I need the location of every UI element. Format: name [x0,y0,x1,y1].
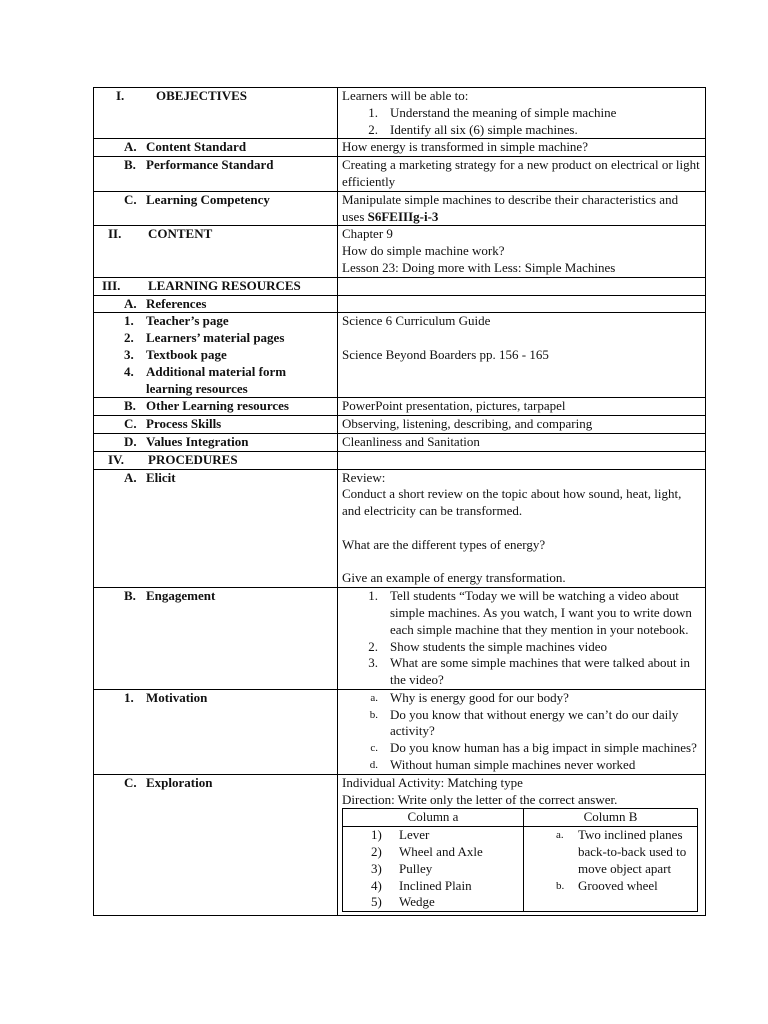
content-standard-label: Content Standard [146,139,247,155]
process-skills-label: Process Skills [146,416,222,432]
content-heading: CONTENT [148,226,213,242]
column-a-header: Column a [343,809,524,827]
learning-resources-heading: LEARNING RESOURCES [148,277,301,293]
objectives-list [342,105,701,139]
list-item: a. Why is energy good for our body? [370,689,569,705]
list-item: 2. Show students the simple machines video [368,638,608,654]
elicit-question: What are the different types of energy? [342,536,546,552]
objectives-intro: Learners will be able to: [342,88,469,103]
other-resources-value: PowerPoint presentation, pictures, tarpapel [342,398,566,414]
process-skills-value: Observing, listening, describing, and comparing [342,416,593,432]
learning-competency-row: C. Learning Competency Manipulate simple machines to describe their characteristics and uses S6FEIIIg-i-3 [94,191,706,226]
list-item: 2) Wheel and Axle [371,844,483,860]
performance-standard-value: Creating a marketing strategy for a new product on electrical or light efficiently [342,157,700,189]
references-row: A. References [94,295,706,313]
list-item: b. Do you know that without energy we can’t do our daily activity? [369,706,679,739]
teachers-page-label: Teacher’s page [146,313,229,329]
process-skills-row: C. Process Skills Observing, listening, describing, and comparing [94,416,706,434]
additional-material-label: Additional material form learning resources [146,363,287,396]
exploration-row: C. Exploration Individual Activity: Matching type Direction: Write only the letter of the correct answer. Column a Column B 1) Lever 2) Wheel and Axle 3) Pulley 4) Inclined Plain 5) Wedge a. Two inclined planes back-to-back used to move object apart b. Grooved wheel [94,774,706,915]
exploration-direction: Direction: Write only the letter of the correct answer. [342,791,618,807]
list-item: 1) Lever [371,827,430,843]
list-item: a. Two inclined planes back-to-back used to move object apart [556,827,687,876]
exploration-activity: Individual Activity: Matching type [342,774,523,790]
motivation-list [342,690,701,774]
content-standard-row: A. Content Standard How energy is transformed in simple machine? [94,139,706,157]
column-b-items [524,827,698,912]
objectives-heading: OBEJECTIVES [156,88,248,103]
learning-resources-row: III. LEARNING RESOURCES [94,277,706,295]
learning-competency-label: Learning Competency [146,191,270,207]
other-resources-label: Other Learning resources [146,398,289,414]
content-standard-value: How energy is transformed in simple machine? [342,139,588,155]
values-integration-value: Cleanliness and Sanitation [342,433,480,449]
list-item: 1. Tell students “Today we will be watching a video about simple machines. As you watch, I want you to write down each simple machine that they mention in your notebook. [368,588,692,637]
column-a-items [343,827,524,912]
list-item: d. Without human simple machines never worked [369,757,636,773]
objectives-number: I. [116,88,125,103]
list-item: 5) Wedge [371,894,435,910]
procedures-heading: PROCEDURES [148,451,238,467]
list-item: 4) Inclined Plain [371,877,472,893]
textbook-value: Science Beyond Boarders pp. 156 - 165 [342,346,549,362]
objectives-row [94,88,706,139]
content-lines: Chapter 9 How do simple machine work? Lesson 23: Doing more with Less: Simple Machines [338,226,706,277]
column-b-header: Column B [524,809,698,827]
resource-pages-row: 1. Teacher’s page 2. Learners’ material pages 3. Textbook page 4. Additional material form learning resources Science 6 Curriculum Guide Science Beyond Boarders pp. 156 - 165 [94,313,706,398]
elicit-review: Review: [342,469,386,485]
content-row: II. CONTENT Chapter 9 How do simple machine work? Lesson 23: Doing more with Less: Simple Machines [94,226,706,277]
elicit-example: Give an example of energy transformation. [342,570,566,586]
list-item: 1. Understand the meaning of simple machine [368,104,617,120]
lesson-plan-page [93,87,705,916]
competency-code: S6FEIIIg-i-3 [367,208,439,224]
elicit-instruction: Conduct a short review on the topic about how sound, heat, light, and electricity can be transformed. [342,486,682,519]
exploration-label: Exploration [146,774,213,790]
elicit-row: A. Elicit Review: Conduct a short review on the topic about how sound, heat, light, and electricity can be transformed. What are the different types of energy? Give an example of energy transformation. [94,469,706,588]
values-integration-label: Values Integration [146,433,249,449]
list-item: 3) Pulley [371,860,433,876]
curriculum-guide-value: Science 6 Curriculum Guide [342,313,491,329]
references-label: References [146,295,207,311]
elicit-label: Elicit [146,469,176,485]
list-item: b. Grooved wheel [556,877,658,893]
engagement-row: B. Engagement 1. Tell students “Today we will be watching a video about simple machines. As you watch, I want you to write down each simple machine that they mention in your notebook. 2. Show students the simple machines video 3. What are some simple machines that were talked about in the video? [94,588,706,690]
list-item: 2. Identify all six (6) simple machines. [368,121,578,137]
learning-competency-value: Manipulate simple machines to describe their characteristics and uses S6FEIIIg-i-3 [342,191,679,224]
performance-standard-label: Performance Standard [146,157,274,173]
values-integration-row: D. Values Integration Cleanliness and Sanitation [94,433,706,451]
engagement-list [342,588,701,689]
matching-table [342,808,698,912]
list-item: c. Do you know human has a big impact in simple machines? [370,740,697,756]
motivation-label: Motivation [146,689,208,705]
performance-standard-row: B. Performance Standard Creating a marketing strategy for a new product on electrical or light efficiently [94,157,706,192]
list-item: 3. What are some simple machines that were talked about in the video? [368,655,690,688]
engagement-label: Engagement [146,588,216,604]
learners-material-label: Learners’ material pages [146,330,285,346]
textbook-page-label: Textbook page [146,346,227,362]
procedures-row: IV. PROCEDURES [94,451,706,469]
other-resources-row: B. Other Learning resources PowerPoint presentation, pictures, tarpapel [94,398,706,416]
lesson-plan-table [93,87,706,916]
motivation-row: 1. Motivation a. Why is energy good for our body? b. Do you know that without energy we can’t do our daily activity? c. Do you know human has a big impact in simple machines? d. Without human simple machines never worked [94,689,706,774]
